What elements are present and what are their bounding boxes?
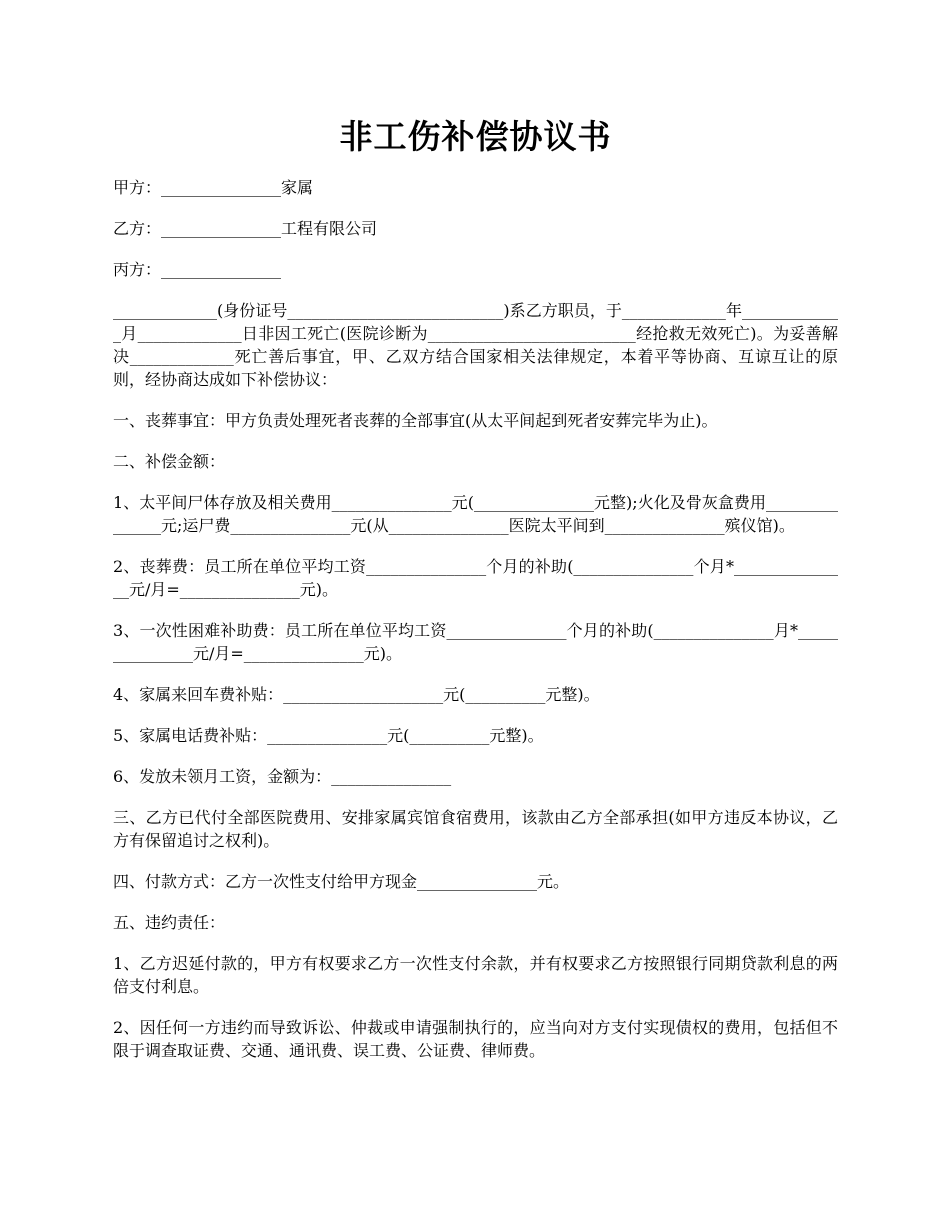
breach-item-1: 1、乙方迟延付款的，甲方有权要求乙方一次性支付余款，并有权要求乙方按照银行同期贷款利息的两倍支付利息。 [113, 954, 838, 996]
compensation-item-1: 1、太平间尸体存放及相关费用_______________元(_______________元整);火化及骨灰盒费用_______________元;运尸费_______________元(从_______________医院太平间到_______________殡仪馆)。 [113, 493, 838, 535]
clause-payment-method: 四、付款方式：乙方一次性支付给甲方现金_______________元。 [113, 872, 570, 891]
compensation-item-5: 5、家属电话费补贴：_______________元(__________元整)。 [113, 726, 544, 745]
document-title: 非工伤补偿协议书 [339, 117, 612, 156]
clause-breach-heading: 五、违约责任： [113, 913, 226, 932]
clause-funeral: 一、丧葬事宜：甲方负责处理死者丧葬的全部事宜(从太平间起到死者安葬完毕为止)。 [113, 411, 718, 430]
party-b-line: 乙方：_______________工程有限公司 [113, 219, 378, 238]
clause-compensation-heading: 二、补偿金额： [113, 452, 226, 471]
breach-item-2: 2、因任何一方违约而导致诉讼、仲裁或申请强制执行的，应当向对方支付实现债权的费用，包括但不限于调查取证费、交通、通讯费、误工费、公证费、律师费。 [113, 1018, 838, 1060]
party-c-line: 丙方：_______________ [113, 260, 282, 279]
compensation-item-2: 2、丧葬费：员工所在单位平均工资_______________个月的补助(_______________个月*_______________元/月=_______________元)。 [113, 557, 838, 599]
party-a-line: 甲方：_______________家属 [113, 178, 314, 197]
compensation-item-4: 4、家属来回车费补贴：____________________元(__________元整)。 [113, 685, 600, 704]
compensation-item-3: 3、一次性困难补助费：员工所在单位平均工资_______________个月的补助(_______________月*_______________元/月=_______________元)。 [113, 621, 838, 663]
document-page [113, 112, 838, 1080]
intro-paragraph: _____________(身份证号___________________________)系乙方职员，于_____________年_____________月_____________日非因工死亡(医院诊断为__________________________经抢救无效死亡)。为妥善解决_____________死亡善后事宜，甲、乙双方结合国家相关法律规定，本着平等协商、互谅互让的原则，经协商达成如下补偿协议： [113, 301, 838, 389]
compensation-item-6: 6、发放未领月工资，金额为：_______________ [113, 767, 452, 786]
clause-hospital-costs: 三、乙方已代付全部医院费用、安排家属宾馆食宿费用，该款由乙方全部承担(如甲方违反本协议，乙方有保留追讨之权利)。 [113, 808, 838, 850]
